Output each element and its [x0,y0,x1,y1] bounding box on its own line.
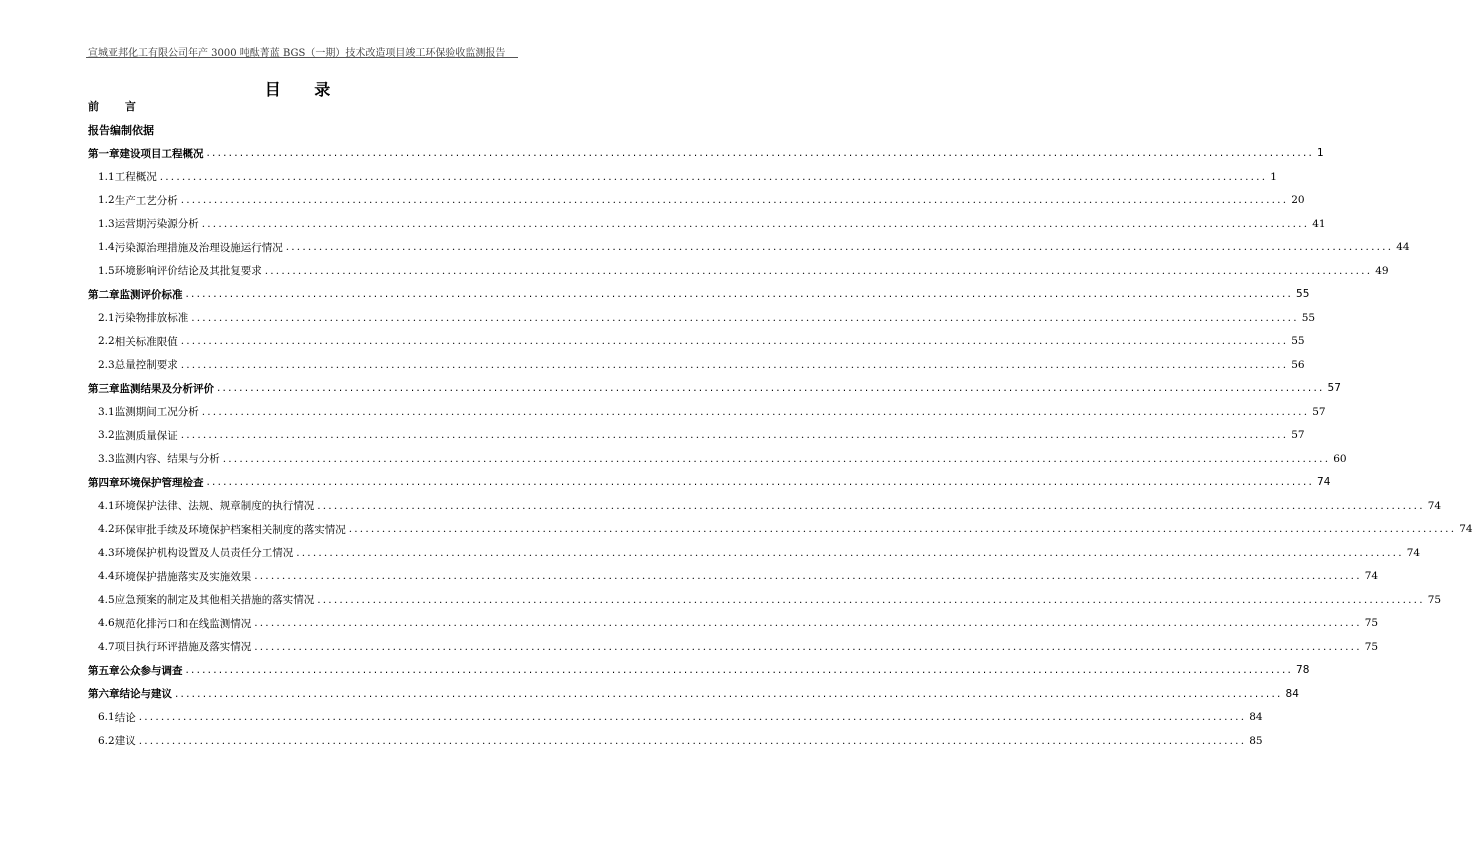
dot-leader: ........................................................................................................................................................................................................ [217,382,1325,394]
dot-leader: ........................................................................................................................................................................................................ [185,664,1294,676]
entry-label: 建设项目工程概况 [119,147,204,160]
entry-label: 相关标准限值 [114,335,178,348]
toc-section-entry[interactable] [98,545,1421,561]
entry-page-number: 75 [1427,593,1442,606]
entry-page-number: 78 [1296,664,1310,676]
entry-number: 第二章 [88,288,120,301]
entry-page-number: 1 [1270,170,1277,183]
entry-page-number: 85 [1249,734,1263,747]
toc-chapter-entry[interactable] [88,380,1341,396]
entry-number: 第五章 [88,664,120,677]
dot-leader: ........................................................................................................................................................................................................ [264,264,1373,277]
dot-leader: ........................................................................................................................................................................................................ [296,546,1404,559]
entry-page-number: 84 [1285,687,1299,700]
entry-page-number: 84 [1249,711,1263,723]
running-header: 宣城亚邦化工有限公司年产 3000 吨酞菁蓝 BGS（一期）技术改造项目竣工环保验收监测报告 [88,48,506,59]
entry-number: 第六章 [88,688,120,700]
entry-page-number: 1 [1317,147,1324,159]
dot-leader: ........................................................................................................................................................................................................ [254,570,1362,582]
entry-label: 工程概况 [114,171,157,183]
entry-number: 3.3 [98,452,115,465]
entry-page-number: 57 [1312,405,1326,418]
toc-section-entry[interactable] [98,263,1389,279]
entry-number: 第一章 [88,147,120,160]
toc-section-entry[interactable] [98,333,1305,349]
entry-label: 污染物排放标准 [114,312,189,324]
entry-page-number: 56 [1291,358,1305,371]
dot-leader: ........................................................................................................................................................................................................ [180,335,1289,347]
entry-number: 4.1 [98,499,115,512]
toc-chapter-entry[interactable] [88,145,1324,161]
toc-section-entry[interactable] [98,192,1305,208]
entry-label: 监测质量保证 [114,429,178,442]
toc-section-entry[interactable] [98,310,1316,326]
entry-number: 1.5 [98,264,115,277]
entry-number: 3.1 [98,405,115,418]
entry-label: 总量控制要求 [114,359,178,371]
dot-leader: ........................................................................................................................................................................................................ [180,358,1289,371]
dot-leader: ........................................................................................................................................................................................................ [285,241,1394,253]
entry-number: 2.2 [98,335,115,347]
entry-label: 规范化排污口和在线监测情况 [114,617,252,630]
toc-section-entry[interactable] [98,733,1263,749]
toc-section-entry[interactable] [98,568,1379,584]
dot-leader: ........................................................................................................................................................................................................ [185,288,1294,300]
entry-number: 4.3 [98,546,115,559]
toc-section-entry[interactable] [98,709,1263,725]
dot-leader: ........................................................................................................................................................................................................ [317,499,1425,512]
entry-label: 环境保护措施落实及实施效果 [114,570,252,583]
toc-section-entry[interactable] [98,451,1347,467]
entry-label: 环境保护管理检查 [119,476,204,489]
entry-page-number: 49 [1375,264,1389,277]
entry-number: 4.7 [98,640,115,653]
entry-number: 1.1 [98,170,115,183]
entry-label: 结论与建议 [119,688,172,700]
entry-label: 环保审批手续及环境保护档案相关制度的落实情况 [114,523,346,536]
entry-label: 环境影响评价结论及其批复要求 [114,265,262,277]
entry-label: 应急预案的制定及其他相关措施的落实情况 [114,594,315,606]
dot-leader: ........................................................................................................................................................................................................ [222,452,1331,465]
entry-page-number: 44 [1396,241,1410,253]
entry-label: 建议 [114,735,136,747]
entry-number: 2.1 [98,311,115,324]
entry-label: 运营期污染源分析 [114,218,199,230]
dot-leader: ........................................................................................................................................................................................................ [175,687,1283,700]
dot-leader: ........................................................................................................................................................................................................ [348,523,1457,535]
foreword-heading: 前 言 [88,100,147,113]
entry-number: 1.3 [98,217,115,230]
dot-leader: ........................................................................................................................................................................................................ [254,617,1362,629]
dot-leader: ........................................................................................................................................................................................................ [180,194,1289,206]
toc-chapter-entry[interactable] [88,474,1331,490]
toc-section-entry[interactable] [98,169,1277,185]
entry-number: 1.2 [98,194,115,206]
entry-number: 第三章 [88,382,120,395]
entry-label: 环境保护法律、法规、规章制度的执行情况 [114,500,315,512]
entry-page-number: 55 [1291,335,1305,347]
entry-label: 监测内容、结果与分析 [114,453,220,465]
entry-page-number: 74 [1406,546,1421,559]
dot-leader: ........................................................................................................................................................................................................ [317,593,1425,606]
dot-leader: ........................................................................................................................................................................................................ [201,217,1310,230]
entry-label: 污染源治理措施及治理设施运行情况 [114,241,283,254]
entry-label: 项目执行环评措施及落实情况 [114,641,252,653]
dot-leader: ........................................................................................................................................................................................................ [201,405,1310,418]
entry-label: 监测结果及分析评价 [119,382,214,395]
entry-label: 环境保护机构设置及人员责任分工情况 [114,547,294,559]
entry-number: 4.5 [98,593,115,606]
entry-page-number: 74 [1364,570,1379,582]
entry-page-number: 74 [1459,523,1473,535]
toc-chapter-entry[interactable] [88,662,1310,678]
entry-number: 4.4 [98,570,115,582]
entry-page-number: 74 [1427,499,1442,512]
toc-section-entry[interactable] [98,521,1473,537]
entry-page-number: 57 [1291,429,1305,441]
entry-number: 2.3 [98,358,115,371]
toc-section-entry[interactable] [98,498,1442,514]
toc-chapter-entry[interactable] [88,286,1310,302]
toc-title: 目 录 [264,80,345,99]
dot-leader: ........................................................................................................................................................................................................ [159,170,1268,183]
entry-label: 监测期间工况分析 [114,406,199,418]
dot-leader: ........................................................................................................................................................................................................ [180,429,1289,441]
entry-number: 4.2 [98,523,115,535]
entry-page-number: 55 [1296,288,1310,300]
dot-leader: ........................................................................................................................................................................................................ [138,711,1247,723]
entry-page-number: 41 [1312,217,1326,230]
toc-section-entry[interactable] [98,404,1326,420]
entry-number: 6.1 [98,711,115,723]
dot-leader: ........................................................................................................................................................................................................ [191,311,1299,324]
entry-label: 结论 [114,711,136,724]
entry-page-number: 75 [1364,640,1379,653]
basis-heading: 报告编制依据 [88,124,154,137]
entry-label: 公众参与调查 [119,664,183,677]
entry-page-number: 20 [1291,194,1305,206]
toc-section-entry[interactable] [98,357,1305,373]
entry-page-number: 57 [1327,382,1341,394]
entry-label: 监测评价标准 [119,288,183,301]
entry-number: 1.4 [98,241,115,253]
entry-number: 6.2 [98,734,115,747]
entry-page-number: 60 [1333,452,1347,465]
dot-leader: ........................................................................................................................................................................................................ [206,147,1315,159]
entry-page-number: 75 [1364,617,1379,629]
toc-section-entry[interactable] [98,615,1379,631]
entry-number: 3.2 [98,429,115,441]
toc-section-entry[interactable] [98,216,1326,232]
toc-section-entry[interactable] [98,639,1379,655]
entry-number: 4.6 [98,617,115,629]
entry-page-number: 55 [1301,311,1316,324]
toc-section-entry[interactable] [98,592,1442,608]
dot-leader: ........................................................................................................................................................................................................ [254,640,1362,653]
dot-leader: ........................................................................................................................................................................................................ [138,734,1247,747]
entry-label: 生产工艺分析 [114,194,178,207]
entry-number: 第四章 [88,476,120,489]
toc-section-entry[interactable] [98,427,1305,443]
dot-leader: ........................................................................................................................................................................................................ [206,476,1315,488]
toc-chapter-entry[interactable] [88,686,1299,702]
toc-section-entry[interactable] [98,239,1410,255]
entry-page-number: 74 [1317,476,1331,488]
